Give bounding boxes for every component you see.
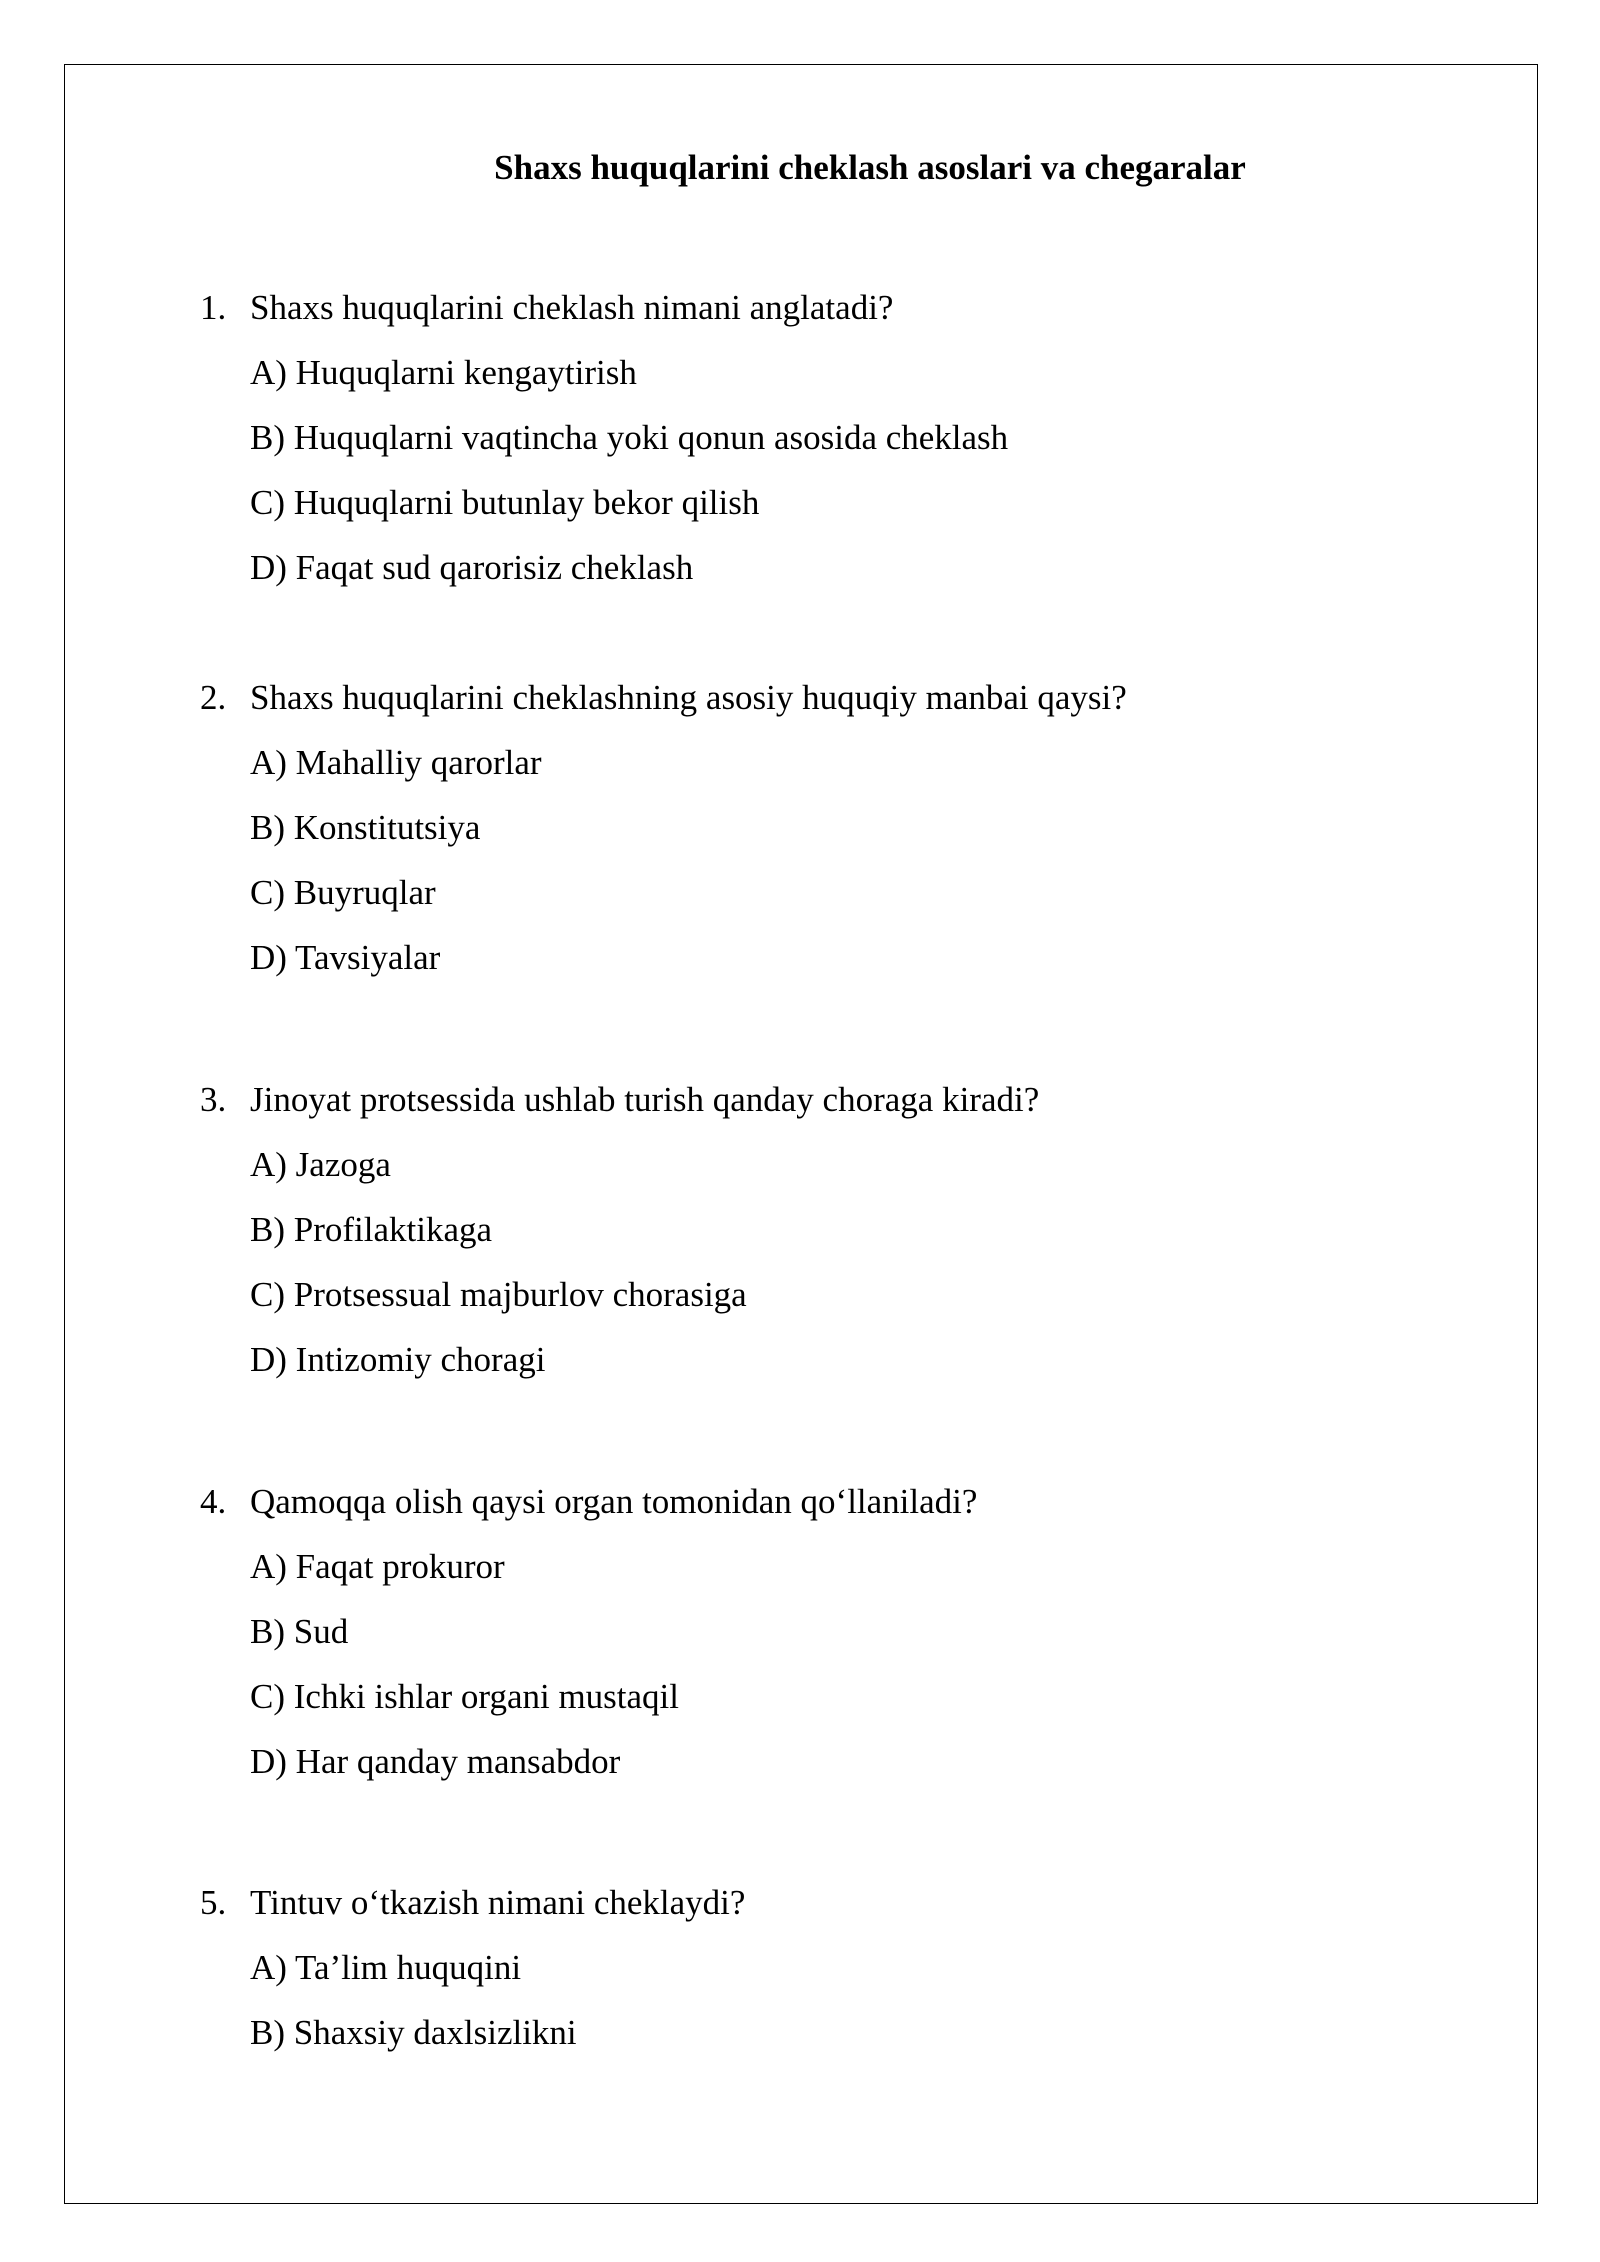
document-title: Shaxs huquqlarini cheklash asoslari va chegaralar: [494, 148, 1246, 187]
question-text: Tintuv o‘tkazish nimani cheklaydi?: [250, 1883, 746, 1922]
answer-option-b: B) Shaxsiy daxlsizlikni: [250, 2013, 577, 2052]
question-number: 1.: [200, 288, 227, 327]
answer-option-b: B) Profilaktikaga: [250, 1210, 493, 1249]
question-text: Qamoqqa olish qaysi organ tomonidan qo‘llaniladi?: [250, 1482, 978, 1521]
answer-option-c: C) Huquqlarni butunlay bekor qilish: [250, 483, 760, 522]
question-line: [200, 275, 1500, 340]
answer-option-a: A) Mahalliy qarorlar: [250, 743, 542, 782]
question-number: 2.: [200, 678, 227, 717]
question-number: 3.: [200, 1080, 227, 1119]
answer-option-c: C) Ichki ishlar organi mustaqil: [250, 1677, 680, 1716]
question-text: Shaxs huquqlarini cheklashning asosiy huquqiy manbai qaysi?: [250, 678, 1127, 717]
question-5: [200, 1870, 1500, 2065]
question-2: [200, 665, 1500, 990]
question-line: [200, 1067, 1500, 1132]
question-text: Shaxs huquqlarini cheklash nimani anglatadi?: [250, 288, 894, 327]
answer-option-d: D) Intizomiy choragi: [250, 1340, 546, 1379]
question-3: [200, 1067, 1500, 1392]
question-number: 5.: [200, 1883, 227, 1922]
answer-option-b: B) Konstitutsiya: [250, 808, 481, 847]
question-line: [200, 665, 1500, 730]
question-1: [200, 275, 1500, 600]
answer-option-d: D) Tavsiyalar: [250, 938, 441, 977]
answer-option-c: C) Buyruqlar: [250, 873, 436, 912]
question-line: [200, 1469, 1500, 1534]
question-text: Jinoyat protsessida ushlab turish qanday choraga kiradi?: [250, 1080, 1040, 1119]
question-4: [200, 1469, 1500, 1794]
answer-option-d: D) Faqat sud qarorisiz cheklash: [250, 548, 694, 587]
answer-option-a: A) Ta’lim huquqini: [250, 1948, 522, 1987]
answer-option-a: A) Faqat prokuror: [250, 1547, 505, 1586]
answer-option-d: D) Har qanday mansabdor: [250, 1742, 621, 1781]
answer-option-c: C) Protsessual majburlov chorasiga: [250, 1275, 747, 1314]
question-line: [200, 1870, 1500, 1935]
answer-option-b: B) Huquqlarni vaqtincha yoki qonun asosida cheklash: [250, 418, 1009, 457]
answer-option-a: A) Jazoga: [250, 1145, 391, 1184]
question-number: 4.: [200, 1482, 227, 1521]
answer-option-a: A) Huquqlarni kengaytirish: [250, 353, 637, 392]
answer-option-b: B) Sud: [250, 1612, 349, 1651]
